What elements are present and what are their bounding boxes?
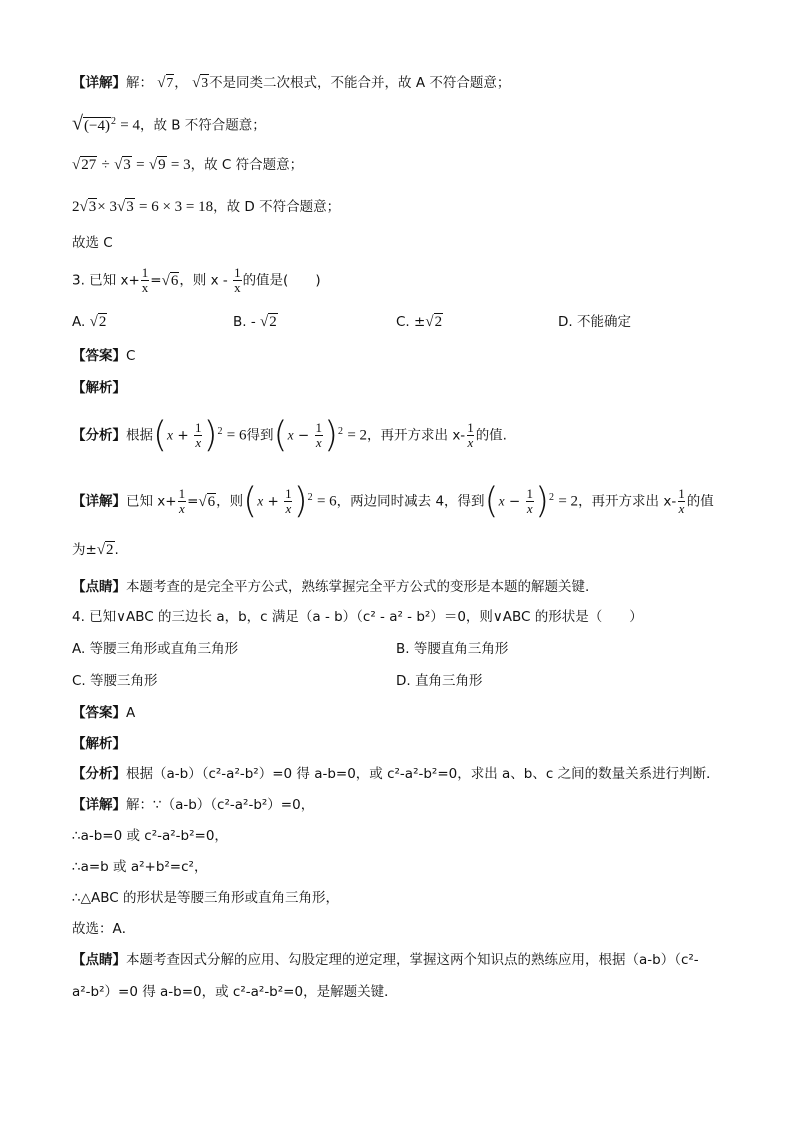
radicand: 2 [106,542,114,558]
radical [192,73,209,93]
text: 的值 [686,493,714,510]
radicand: 2 [434,314,443,330]
solution-line-3: √27 ÷ √3 = √9 = 3，故 C 符合题意； [72,157,304,173]
text: ，两边同时减去 4，得到 [336,493,485,510]
q4-comment-2: a²-b²）=0 得 a-b=0，或 c²-a²-b²=0，是解题关键． [72,984,398,1000]
exponent: 2 [307,492,313,503]
text: ，故 C 符合题意； [190,157,304,173]
answer-value: C [126,348,136,364]
q4-answer [72,703,135,723]
text: 已知 x+ [126,493,177,510]
q3-analysis: 【分析】根据(x + $\frac{1}{x}$ )$^2$ = 6得到(x − $\frac{1}{x}$ )$^2$ = 2，再开方求出 x- $\frac{1}{x}$ 的值. [72,414,507,456]
numerator: 1 [285,486,292,501]
radical [97,540,115,560]
operator: × 3 [97,199,117,215]
radicand: 2 [269,314,277,330]
detail-tag: 【详解】 [72,75,126,91]
fraction [194,421,203,450]
equation: = 4 [120,117,140,134]
text: ，则 x - [179,272,228,289]
equation: = 2 [558,493,579,510]
sqrt-symbol: √ [260,314,269,330]
radicand: 3 [123,157,131,173]
exponent: 2 [549,492,555,503]
text: 根据 [126,427,153,444]
sqrt-symbol: √ [79,199,88,215]
sqrt-symbol: √ [148,157,158,173]
comment-tag: 【点睛】 [72,952,126,968]
radicand: 2 [98,314,107,330]
fraction [284,487,293,516]
q4-step-3: ∴△ABC 的形状是等腰三角形或直角三角形， [72,890,339,906]
radicand: 9 [158,157,166,173]
sqrt-symbol: √ [425,314,434,330]
text: ，故 D 不符合题意； [213,199,341,215]
operator: ÷ [101,157,110,173]
solution-line-1 [72,73,510,93]
text: = [150,272,162,289]
radical [114,155,132,175]
radicand: (−4) [83,117,110,134]
q4-step-2: ∴a=b 或 a²+b²=c²， [72,859,208,875]
exponent: 2 [217,426,223,437]
radicand: 27 [81,157,97,173]
q3-option-c [396,312,443,332]
exponent: 2 [338,426,344,437]
radicand: 3 [126,199,134,215]
radical [157,73,174,93]
q4-option-a: A. 等腰三角形或直角三角形 [72,641,239,657]
radical [80,197,98,217]
solution-line-5: 故选 C [72,235,113,251]
q3-stem [72,266,321,295]
q4-option-c: C. 等腰三角形 [72,673,158,689]
text: 的值是( ) [242,272,321,289]
fraction [526,487,535,516]
text: ，故 B 不符合题意； [139,117,266,134]
q4-step-4: 故选：A． [72,921,136,937]
q3-option-a [72,312,107,332]
q3-option-b [233,312,278,332]
solution-line-2 [72,112,266,136]
numerator: 1 [234,265,241,280]
numerator: 1 [194,420,202,435]
q3-answer [72,346,135,366]
radicand: 6 [207,493,216,510]
radical [90,312,108,332]
q3-detail: 【详解】已知 x+ $\frac{1}{x}$ =√6，则(x + $\frac{1}{x}$ )$^2$ = 6，两边同时减去 4，得到(x − $\frac{1}{x}$ )$^2$ = 2，再开方求出 x- $\frac{1}{x}$ 的值 [72,480,714,522]
numerator: 1 [678,486,685,501]
denominator: x [467,435,474,450]
solution-line-4 [72,197,340,217]
sqrt-symbol: √ [157,75,166,91]
radical [162,271,180,291]
sqrt-symbol: √ [114,157,123,173]
paren: ( [484,480,499,522]
q4-comment-1 [72,950,699,970]
paren: ( [273,414,288,456]
option-label: A. [72,314,86,330]
text: 解：∵（a-b）（c²-a²-b²）=0， [126,797,315,813]
text: ， [174,75,188,91]
sqrt-symbol: √ [116,199,126,215]
q3-analysis-tag: 【解析】 [72,380,126,396]
fraction [466,421,475,450]
fraction [233,266,242,295]
radicand: 6 [170,272,179,289]
option-label: C. ± [396,314,426,330]
q3-option-d: D. 不能确定 [558,314,631,330]
fraction [677,487,686,516]
radical [198,482,216,522]
q4-option-d: D. 直角三角形 [396,673,483,689]
denominator: x [234,280,241,295]
exponent: 2 [110,116,116,127]
text: 解： [126,75,153,91]
sqrt-symbol: √ [89,314,98,330]
q4-option-b: B. 等腰直角三角形 [396,641,509,657]
radical [117,197,135,217]
denominator: x [315,435,322,450]
denominator: x [526,501,533,516]
radical [260,312,278,332]
coefficient: 2 [72,199,80,215]
option-label: B. - [233,314,256,330]
radicand: 7 [166,75,174,90]
denominator: x [678,501,685,516]
text: 3. 已知 x+ [72,272,140,289]
answer-value: A [126,705,136,721]
q3-detail-cont: 为±√2. [72,542,119,558]
sqrt-symbol: √ [161,272,170,289]
text: 根据（a-b）（c²-a²-b²）=0 得 a-b=0，或 c²-a²-b²=0，求出 a、b、c 之间的数量关系进行判断． [126,766,720,782]
sqrt-symbol: √ [72,157,81,173]
radicand: 3 [201,75,209,90]
q4-analysis [72,764,720,784]
analysis-tag: 【分析】 [72,427,126,444]
paren: ( [243,480,258,522]
text: 得到 [246,427,274,444]
denominator: x [178,501,185,516]
paren: ) [293,480,308,522]
equation: = 6 [316,493,337,510]
comment-tag: 【点睛】 [72,579,126,595]
fraction [141,266,150,295]
q4-detail [72,795,314,815]
text: 的值. [475,427,507,444]
radicand: 3 [88,199,97,215]
paren: ) [535,480,550,522]
numerator: 1 [467,420,474,435]
radical [425,312,443,332]
equation: = 3 [170,157,191,173]
paren: ) [323,414,339,456]
fraction [314,421,323,450]
radical [149,155,167,175]
numerator: 1 [141,265,149,280]
q4-analysis-tag: 【解析】 [72,736,126,752]
radical [72,155,97,175]
text: 不是同类二次根式，不能合并，故 A 不符合题意； [209,75,511,91]
denominator: x [285,501,292,516]
sqrt-symbol: √ [72,112,83,135]
text: 本题考查的是完全平方公式，熟练掌握完全平方公式的变形是本题的解题关键. [126,579,590,595]
sqrt-symbol: √ [96,542,106,558]
analysis-tag: 【分析】 [72,766,126,782]
denominator: x [195,435,202,450]
paren: ( [153,414,168,456]
text: ，再开方求出 x- [367,427,466,444]
numerator: 1 [178,486,186,501]
q3-comment [72,577,589,597]
sqrt-symbol: √ [192,75,201,91]
fraction [178,487,187,516]
text: ，则 [216,493,244,510]
denominator: x [141,280,149,295]
text: 为± [72,542,97,558]
numerator: 1 [315,420,322,435]
answer-tag: 【答案】 [72,705,126,721]
text: = [187,493,199,510]
sqrt-symbol: √ [198,493,207,510]
text: 本题考查因式分解的应用、勾股定理的逆定理，掌握这两个知识点的熟练应用，根据（a-b）（c²- [126,952,699,968]
radical [72,112,116,136]
q4-stem: 4. 已知∨ABC 的三边长 a，b，c 满足（a - b）（c² - a² - b²）＝0，则∨ABC 的形状是（ ） [72,609,643,625]
q4-step-1: ∴a-b=0 或 c²-a²-b²=0， [72,828,228,844]
paren: ) [203,414,218,456]
numerator: 1 [526,486,533,501]
equation: = 6 × 3 = 18 [138,199,214,215]
answer-tag: 【答案】 [72,348,126,364]
equation: = 2 [347,427,368,444]
detail-tag: 【详解】 [72,797,126,813]
equation: = 6 [226,427,247,444]
detail-tag: 【详解】 [72,493,126,510]
text: ，再开方求出 x- [578,493,677,510]
